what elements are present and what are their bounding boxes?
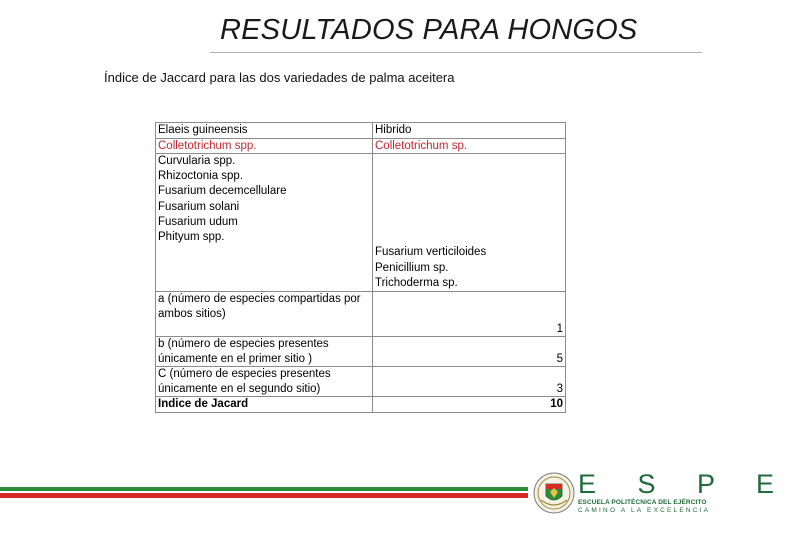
list-item: Rhizoctonia spp. [158,170,244,183]
col2-header: Hibrido [373,123,566,139]
table-row [156,123,566,139]
jaccard-table [155,122,566,413]
row-index-value: 10 [373,397,566,413]
table-row [156,397,566,413]
espe-school-name: ESCUELA POLITÉCNICA DEL EJÉRCITO [578,499,707,506]
list-item: Curvularia spp. [158,155,236,167]
list-item: Fusarium decemcellulare [158,185,287,198]
list-item: Phityum spp. [158,231,225,244]
row-a-value: 1 [373,292,566,337]
list-item: Fusarium verticiloides [375,246,487,259]
col2-species-cell [373,154,566,292]
row-c-value: 3 [373,367,566,397]
slide-title: RESULTADOS PARA HONGOS [220,14,638,46]
espe-logo [578,470,791,514]
title-underline [210,52,702,53]
table-row [156,154,566,292]
footer-red-stripe [0,493,528,498]
espe-letters: E S P E [578,469,791,499]
col2-shared-species: Colletotrichum sp. [373,138,566,154]
list-item: Trichoderma sp. [375,276,458,289]
table-row [156,138,566,154]
row-a-label: a (número de especies compartidas por ambos sitios) [156,292,373,337]
list-item: Fusarium solani [158,200,240,213]
col1-header: Elaeis guineensis [156,123,373,139]
row-c-label: C (número de especies presentes únicamente en el segundo sitio) [156,367,373,397]
footer-stripe [0,487,528,499]
list-item: Penicillium sp. [375,261,449,274]
slide-subtitle: Índice de Jaccard para las dos variedades de palma aceitera [104,70,455,85]
list-item: Fusarium udum [158,215,238,228]
row-b-label: b (número de especies presentes únicamente en el primer sitio ) [156,337,373,367]
espe-crest-icon [533,470,575,516]
col1-shared-species: Colletotrichum spp. [156,138,373,154]
table-row [156,337,566,367]
table-row [156,367,566,397]
table-row [156,292,566,337]
espe-motto: CAMINO A LA EXCELENCIA [578,507,711,514]
row-index-label: Indice de Jacard [156,397,373,413]
col1-species-cell [156,154,373,292]
row-b-value: 5 [373,337,566,367]
